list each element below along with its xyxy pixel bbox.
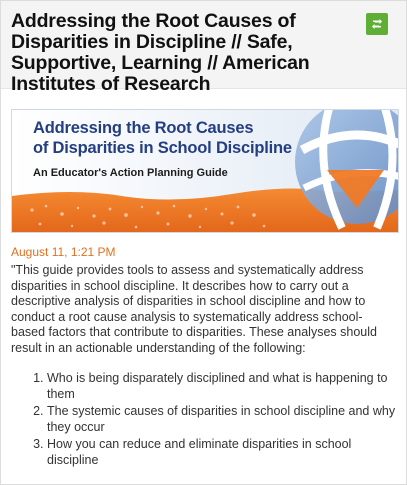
cover-title-line-1: Addressing the Root Causes xyxy=(33,119,254,137)
cover-subtitle: An Educator's Action Planning Guide xyxy=(33,167,228,179)
repost-button[interactable] xyxy=(366,13,388,35)
cover-title xyxy=(33,118,292,158)
post-quote: "This guide provides tools to assess and systematically address disparities in school discipline. It describes how to carry out a descriptive analysis of disparities in school discipline and how to conduct a root cause analysis to systematically address school-based factors that contribute to disparities. These analyses should result in an actionable understanding of the following: xyxy=(11,263,377,355)
cover-title-line-2: of Disparities in School Discipline xyxy=(33,139,292,157)
post-body xyxy=(11,263,396,468)
findings-list xyxy=(11,371,396,468)
post-header xyxy=(1,1,406,95)
list-item: 3. How you can reduce and eliminate disparities in school discipline xyxy=(47,437,396,468)
list-item: 2. The systemic causes of disparities in school discipline and why they occur xyxy=(47,404,396,435)
repost-icon xyxy=(370,17,384,31)
post-timestamp[interactable]: August 11, 1:21 PM xyxy=(11,245,116,259)
list-item: 1. Who is being disparately disciplined and what is happening to them xyxy=(47,371,396,402)
guide-cover-image[interactable] xyxy=(11,109,399,233)
post-title[interactable]: Addressing the Root Causes of Disparities in Discipline // Safe, Supportive, Learning // American Institutes of Research xyxy=(11,10,310,95)
